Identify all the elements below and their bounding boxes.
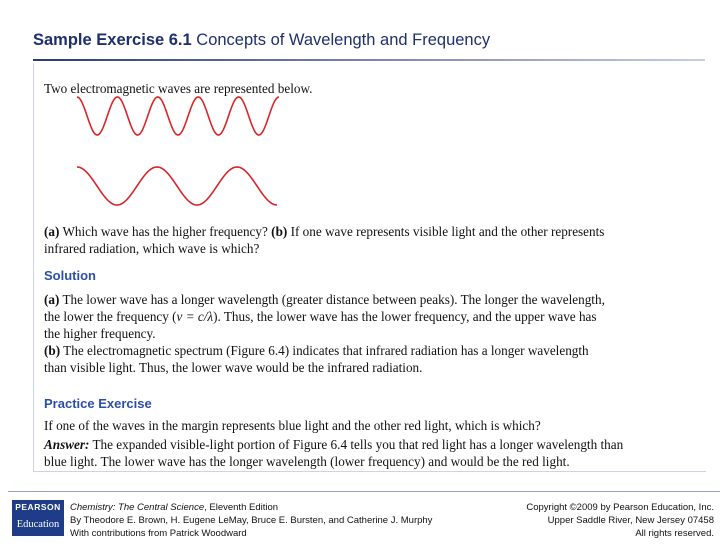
solution-heading: Solution [44, 268, 96, 283]
footer-edition: , Eleventh Edition [204, 502, 279, 513]
footer-authors: By Theodore E. Brown, H. Eugene LeMay, Bruce E. Bursten, and Catherine J. Murphy [70, 514, 433, 526]
solution-b-line-2: than visible light. Thus, the lower wave would be the infrared radiation. [44, 360, 423, 375]
footer-divider [8, 491, 720, 492]
solution-a-line-2 [44, 308, 597, 325]
solution-a-line-1 [44, 291, 605, 308]
solution-a-label: (a) [44, 292, 60, 307]
solution-b-line-1 [44, 342, 589, 359]
solution-b-label: (b) [44, 343, 61, 358]
answer-line-2: blue light. The lower wave has the longer wavelength (lower frequency) and would be the red light. [44, 454, 570, 469]
logo-bottom-text: Education [16, 519, 60, 530]
question-b-text: If one wave represents visible light and the other represents [287, 224, 605, 239]
question-line-2: infrared radiation, which wave is which? [44, 241, 260, 256]
solution-b-text-1: The electromagnetic spectrum (Figure 6.4) indicates that infrared radiation has a longer wavelength [60, 343, 589, 358]
logo-top-text: PEARSON [15, 502, 61, 512]
footer-copyright-line: Copyright ©2009 by Pearson Education, Inc. [526, 502, 714, 513]
question-a-label: (a) [44, 224, 60, 239]
footer-address: Upper Saddle River, New Jersey 07458 [547, 514, 714, 526]
solution-a-text-2-pre: the lower the frequency ( [44, 309, 177, 324]
lower-wave [77, 167, 277, 205]
title-rest: Concepts of Wavelength and Frequency [191, 31, 491, 49]
solution-a-text-1: The lower wave has a longer wavelength (greater distance between peaks). The longer the wavelength, [59, 292, 605, 307]
solution-a-line-3: the higher frequency. [44, 326, 156, 341]
upper-wave [77, 97, 279, 135]
question-b-label: (b) [271, 224, 288, 239]
footer-book-info [70, 502, 490, 540]
title-bold: Sample Exercise 6.1 [33, 31, 192, 49]
wave-figure [75, 93, 285, 213]
answer-line-1 [44, 436, 623, 453]
question-a-text: Which wave has the higher frequency? [59, 224, 272, 239]
footer-rights: All rights reserved. [635, 527, 714, 539]
question-line-1 [44, 223, 604, 240]
answer-label: Answer: [44, 437, 90, 452]
answer-text-1: The expanded visible-light portion of Figure 6.4 tells you that red light has a longer wavelength than [89, 437, 624, 452]
pearson-logo [12, 500, 64, 536]
slide-title [33, 31, 713, 61]
practice-heading: Practice Exercise [44, 396, 152, 411]
solution-a-text-2-post: ). Thus, the lower wave has the lower frequency, and the upper wave has [213, 309, 597, 324]
title-underline [33, 59, 705, 61]
footer-contributors: With contributions from Patrick Woodward [70, 527, 247, 539]
footer-copyright [470, 502, 714, 540]
footer-book-title: Chemistry: The Central Science [70, 502, 205, 513]
intro-text: Two electromagnetic waves are represented below. [44, 81, 313, 96]
practice-line-1: If one of the waves in the margin represents blue light and the other red light, which is which? [44, 418, 541, 433]
frequency-formula: ν = c/λ [176, 309, 214, 324]
